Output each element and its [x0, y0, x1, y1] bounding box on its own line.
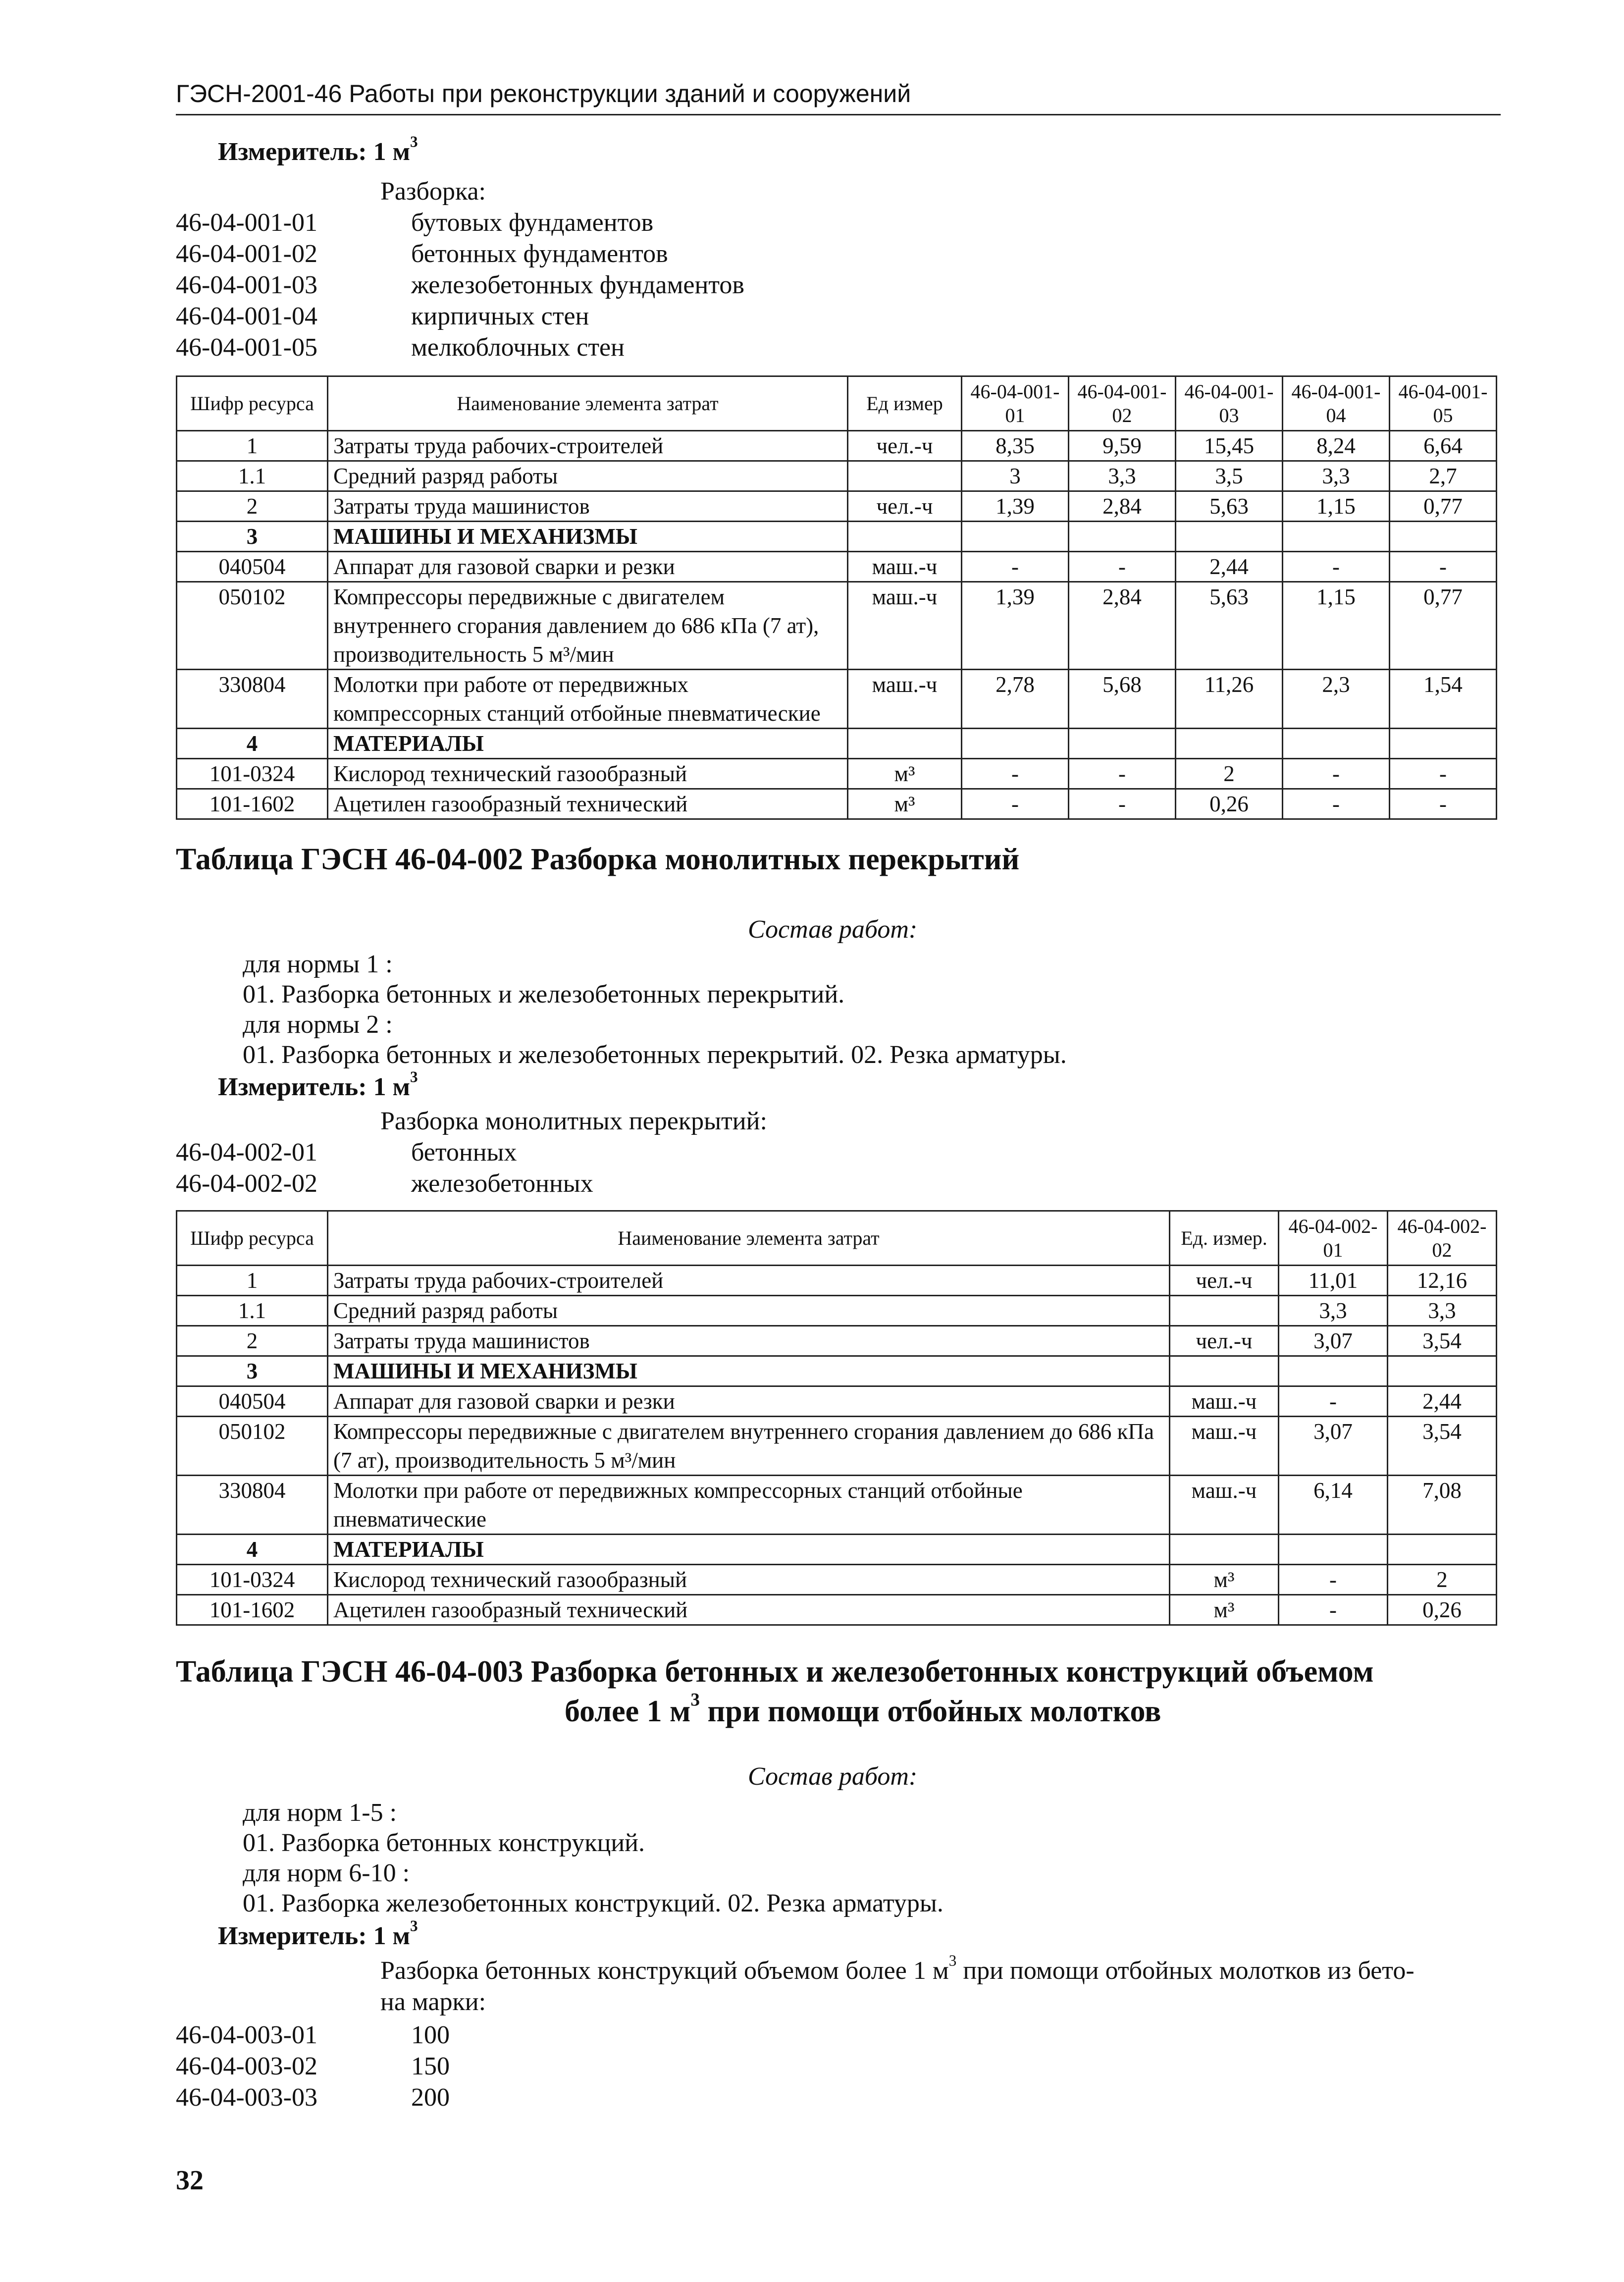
cell-value: 3,07 — [1279, 1326, 1388, 1356]
cell-name: Аппарат для газовой сварки и резки — [328, 552, 848, 582]
cell-value — [1390, 522, 1497, 552]
cell-value: 1,54 — [1390, 670, 1497, 729]
cell-unit: маш.-ч — [848, 552, 962, 582]
cell-code: 101-1602 — [177, 1595, 328, 1625]
cell-unit: чел.-ч — [1170, 1266, 1279, 1296]
table-row — [177, 1326, 1497, 1356]
cell-value: 1,39 — [962, 491, 1069, 522]
cell-value: 5,63 — [1176, 491, 1283, 522]
cell-unit — [848, 729, 962, 759]
table-row — [177, 1356, 1497, 1386]
cell-value: - — [1283, 789, 1390, 819]
cell-name: Затраты труда машинистов — [328, 491, 848, 522]
block1-name-3: железобетонных фундаментов — [411, 271, 744, 299]
cell-value: 3,5 — [1176, 461, 1283, 491]
block1-code-5: 46-04-001-05 — [176, 333, 317, 362]
cell-unit: м³ — [848, 789, 962, 819]
table1-body — [177, 431, 1497, 819]
cell-code: 050102 — [177, 582, 328, 670]
cell-value: 3,07 — [1279, 1417, 1388, 1476]
table-row — [177, 522, 1497, 552]
col-header-norm-1: 46-04-001-01 — [962, 376, 1069, 431]
cell-value — [1283, 522, 1390, 552]
cell-value: 11,01 — [1279, 1266, 1388, 1296]
cell-unit: м³ — [1170, 1565, 1279, 1595]
cell-value — [1279, 1356, 1388, 1386]
cell-value: 2 — [1388, 1565, 1497, 1595]
table-row — [177, 1535, 1497, 1565]
cell-value: 0,77 — [1390, 582, 1497, 670]
cell-value: 3,3 — [1283, 461, 1390, 491]
meter-line-1 — [218, 133, 418, 168]
cell-value — [1388, 1535, 1497, 1565]
cell-value: 7,08 — [1388, 1476, 1497, 1535]
section3-intro — [380, 1952, 1414, 1987]
meter-line-3 — [218, 1917, 418, 1952]
meter-label: Измеритель: — [218, 1922, 367, 1950]
table-row — [177, 789, 1497, 819]
block1-intro: Разборка: — [380, 177, 486, 206]
meter-value: 1 м — [373, 138, 411, 166]
cell-unit — [1170, 1356, 1279, 1386]
cell-code: 4 — [177, 729, 328, 759]
resource-table-001 — [176, 375, 1497, 820]
block1-name-4: кирпичных стен — [411, 302, 589, 330]
section2-code-1: 46-04-002-01 — [176, 1138, 317, 1167]
cell-name: Средний разряд работы — [328, 461, 848, 491]
cell-value — [1069, 729, 1176, 759]
cell-value: - — [1390, 552, 1497, 582]
section3-line-1: для норм 1-5 : — [243, 1799, 397, 1827]
cell-value: 1,39 — [962, 582, 1069, 670]
cell-value — [962, 729, 1069, 759]
cell-value: 0,26 — [1388, 1595, 1497, 1625]
cell-unit: м³ — [1170, 1595, 1279, 1625]
cell-code: 2 — [177, 1326, 328, 1356]
cell-value: 3 — [962, 461, 1069, 491]
meter-label: Измеритель: — [218, 1073, 367, 1101]
cell-value: 2,84 — [1069, 582, 1176, 670]
cell-value: 0,77 — [1390, 491, 1497, 522]
cell-value: 3,54 — [1388, 1326, 1497, 1356]
cell-value: 1,15 — [1283, 491, 1390, 522]
table-row — [177, 1386, 1497, 1417]
cell-value — [1176, 729, 1283, 759]
cell-value: 2,44 — [1388, 1386, 1497, 1417]
col-header-unit: Ед измер — [848, 376, 962, 431]
table-row — [177, 552, 1497, 582]
cell-value — [1283, 729, 1390, 759]
section3-code-3: 46-04-003-03 — [176, 2083, 317, 2112]
section3-composition-label: Состав работ: — [748, 1762, 918, 1791]
meter-value: 1 м — [373, 1073, 411, 1101]
cell-name: Ацетилен газообразный технический — [328, 1595, 1170, 1625]
cell-value — [1388, 1356, 1497, 1386]
col-header-code: Шифр ресурса — [177, 376, 328, 431]
section2-title: Таблица ГЭСН 46-04-002 Разборка монолитных перекрытий — [176, 843, 1020, 876]
section3-code-1: 46-04-003-01 — [176, 2021, 317, 2049]
table-row — [177, 491, 1497, 522]
cell-name: Ацетилен газообразный технический — [328, 789, 848, 819]
cell-value: 1,15 — [1283, 582, 1390, 670]
cell-name: Затраты труда рабочих-строителей — [328, 1266, 1170, 1296]
section3-intro-b: при помощи отбойных молотков из бето- — [956, 1957, 1414, 1985]
cell-unit — [848, 522, 962, 552]
section2-line-1: для нормы 1 : — [243, 950, 393, 978]
cell-unit — [848, 461, 962, 491]
col-header-name: Наименование элемента затрат — [328, 1211, 1170, 1266]
cell-value: 11,26 — [1176, 670, 1283, 729]
table-row — [177, 759, 1497, 789]
cell-value: 3,54 — [1388, 1417, 1497, 1476]
section2-line-4: 01. Разборка бетонных и железобетонных перекрытий. 02. Резка арматуры. — [243, 1041, 1067, 1069]
section2-code-2: 46-04-002-02 — [176, 1169, 317, 1198]
col-header-norm-4: 46-04-001-04 — [1283, 376, 1390, 431]
cell-code: 330804 — [177, 670, 328, 729]
col-header-norm-1: 46-04-002-01 — [1279, 1211, 1388, 1266]
table-row — [177, 1296, 1497, 1326]
section3-intro-line-2: на марки: — [380, 1988, 486, 2016]
table-row — [177, 582, 1497, 670]
section2-line-3: для нормы 2 : — [243, 1010, 393, 1039]
section3-code-2: 46-04-003-02 — [176, 2052, 317, 2080]
section3-title-line-1: Таблица ГЭСН 46-04-003 Разборка бетонных и железобетонных конструкций объемом — [176, 1655, 1374, 1689]
cell-value: 6,64 — [1390, 431, 1497, 461]
cell-value: 3,3 — [1069, 461, 1176, 491]
cell-name: МАТЕРИАЛЫ — [328, 1535, 1170, 1565]
cell-value: - — [1390, 759, 1497, 789]
block1-name-1: бутовых фундаментов — [411, 209, 654, 237]
cell-code: 1.1 — [177, 461, 328, 491]
col-header-norm-3: 46-04-001-03 — [1176, 376, 1283, 431]
cell-value: - — [962, 552, 1069, 582]
section2-name-2: железобетонных — [411, 1169, 593, 1198]
table2-body — [177, 1266, 1497, 1625]
meter-sup: 3 — [410, 1068, 418, 1086]
cell-value: 3,3 — [1279, 1296, 1388, 1326]
page-number: 32 — [176, 2165, 204, 2196]
cell-name: Аппарат для газовой сварки и резки — [328, 1386, 1170, 1417]
cell-code: 040504 — [177, 1386, 328, 1417]
col-header-norm-2: 46-04-001-02 — [1069, 376, 1176, 431]
col-header-norm-5: 46-04-001-05 — [1390, 376, 1497, 431]
section2-line-2: 01. Разборка бетонных и железобетонных перекрытий. — [243, 980, 845, 1008]
table-row — [177, 1565, 1497, 1595]
cell-value: 5,63 — [1176, 582, 1283, 670]
resource-table-002 — [176, 1210, 1497, 1626]
cell-name: Затраты труда машинистов — [328, 1326, 1170, 1356]
section3-line-4: 01. Разборка железобетонных конструкций. 02. Резка арматуры. — [243, 1889, 943, 1917]
col-header-norm-2: 46-04-002-02 — [1388, 1211, 1497, 1266]
cell-code: 3 — [177, 1356, 328, 1386]
cell-code: 3 — [177, 522, 328, 552]
meter-line-2 — [218, 1068, 418, 1103]
cell-value — [1279, 1535, 1388, 1565]
cell-value: - — [1283, 759, 1390, 789]
cell-value: 0,26 — [1176, 789, 1283, 819]
cell-value: - — [1279, 1595, 1388, 1625]
cell-value: 5,68 — [1069, 670, 1176, 729]
cell-code: 330804 — [177, 1476, 328, 1535]
cell-unit: маш.-ч — [848, 670, 962, 729]
cell-value — [1176, 522, 1283, 552]
cell-value: - — [962, 789, 1069, 819]
cell-name: Средний разряд работы — [328, 1296, 1170, 1326]
cell-value: 2,44 — [1176, 552, 1283, 582]
block1-name-2: бетонных фундаментов — [411, 240, 668, 268]
cell-unit — [1170, 1535, 1279, 1565]
table-row — [177, 431, 1497, 461]
cell-value: - — [1279, 1565, 1388, 1595]
cell-code: 1 — [177, 431, 328, 461]
cell-value — [1390, 729, 1497, 759]
section3-name-2: 150 — [411, 2052, 450, 2080]
table-header-row — [177, 1211, 1497, 1266]
cell-value: - — [1069, 759, 1176, 789]
section3-name-1: 100 — [411, 2021, 450, 2049]
cell-unit: маш.-ч — [848, 582, 962, 670]
section3-title-line-2 — [565, 1690, 1161, 1729]
cell-value: 2,3 — [1283, 670, 1390, 729]
cell-value: 2,84 — [1069, 491, 1176, 522]
cell-value — [962, 522, 1069, 552]
section3-intro-sup: 3 — [948, 1952, 957, 1969]
cell-value: 6,14 — [1279, 1476, 1388, 1535]
cell-value: - — [1390, 789, 1497, 819]
cell-name: МАТЕРИАЛЫ — [328, 729, 848, 759]
cell-name: Компрессоры передвижные с двигателем внутреннего сгорания давлением до 686 кПа (7 ат), производительность 5 м³/мин — [328, 582, 848, 670]
block1-code-3: 46-04-001-03 — [176, 271, 317, 299]
cell-unit: м³ — [848, 759, 962, 789]
cell-code: 1 — [177, 1266, 328, 1296]
cell-unit: маш.-ч — [1170, 1386, 1279, 1417]
cell-value — [1069, 522, 1176, 552]
cell-value: - — [1069, 789, 1176, 819]
cell-code: 101-1602 — [177, 789, 328, 819]
cell-value: 2,7 — [1390, 461, 1497, 491]
cell-code: 4 — [177, 1535, 328, 1565]
cell-value: - — [1283, 552, 1390, 582]
meter-label: Измеритель: — [218, 138, 367, 166]
cell-value: 8,35 — [962, 431, 1069, 461]
cell-value: 2 — [1176, 759, 1283, 789]
block1-code-4: 46-04-001-04 — [176, 302, 317, 330]
cell-name: МАШИНЫ И МЕХАНИЗМЫ — [328, 1356, 1170, 1386]
meter-sup: 3 — [410, 133, 418, 151]
col-header-name: Наименование элемента затрат — [328, 376, 848, 431]
cell-code: 101-0324 — [177, 1565, 328, 1595]
cell-unit: чел.-ч — [1170, 1326, 1279, 1356]
cell-value: - — [1069, 552, 1176, 582]
block1-name-5: мелкоблочных стен — [411, 333, 625, 362]
cell-value: 12,16 — [1388, 1266, 1497, 1296]
cell-name: Затраты труда рабочих-строителей — [328, 431, 848, 461]
meter-sup: 3 — [410, 1917, 418, 1935]
table-row — [177, 461, 1497, 491]
col-header-unit: Ед. измер. — [1170, 1211, 1279, 1266]
cell-value: 2,78 — [962, 670, 1069, 729]
table-row — [177, 1417, 1497, 1476]
cell-code: 040504 — [177, 552, 328, 582]
section3-intro-a: Разборка бетонных конструкций объемом более 1 м — [380, 1957, 949, 1985]
cell-unit: чел.-ч — [848, 431, 962, 461]
cell-name: Компрессоры передвижные с двигателем внутреннего сгорания давлением до 686 кПа (7 ат), производительность 5 м³/мин — [328, 1417, 1170, 1476]
cell-code: 1.1 — [177, 1296, 328, 1326]
section3-line-3: для норм 6-10 : — [243, 1859, 410, 1887]
table-row — [177, 729, 1497, 759]
section3-name-3: 200 — [411, 2083, 450, 2112]
cell-value: - — [962, 759, 1069, 789]
cell-unit — [1170, 1296, 1279, 1326]
table-row — [177, 1476, 1497, 1535]
cell-name: Молотки при работе от передвижных компрессорных станций отбойные пневматические — [328, 1476, 1170, 1535]
cell-value: 8,24 — [1283, 431, 1390, 461]
cell-value: 3,3 — [1388, 1296, 1497, 1326]
section3-title-part-b: при помощи отбойных молотков — [700, 1695, 1161, 1728]
section2-name-1: бетонных — [411, 1138, 517, 1167]
meter-value: 1 м — [373, 1922, 411, 1950]
block1-code-2: 46-04-001-02 — [176, 240, 317, 268]
cell-value: 9,59 — [1069, 431, 1176, 461]
cell-value: - — [1279, 1386, 1388, 1417]
col-header-code: Шифр ресурса — [177, 1211, 328, 1266]
cell-code: 2 — [177, 491, 328, 522]
running-header: ГЭСН-2001-46 Работы при реконструкции зданий и сооружений — [176, 79, 1501, 115]
cell-unit: чел.-ч — [848, 491, 962, 522]
cell-value: 15,45 — [1176, 431, 1283, 461]
cell-name: Кислород технический газообразный — [328, 759, 848, 789]
section3-title-part-a: более 1 м — [565, 1695, 691, 1728]
table-row — [177, 1266, 1497, 1296]
section2-intro: Разборка монолитных перекрытий: — [380, 1107, 767, 1135]
section3-line-2: 01. Разборка бетонных конструкций. — [243, 1829, 645, 1857]
section2-composition-label: Состав работ: — [748, 915, 918, 944]
cell-name: Кислород технический газообразный — [328, 1565, 1170, 1595]
section3-title-sup: 3 — [690, 1690, 700, 1710]
cell-name: МАШИНЫ И МЕХАНИЗМЫ — [328, 522, 848, 552]
cell-code: 101-0324 — [177, 759, 328, 789]
cell-name: Молотки при работе от передвижных компрессорных станций отбойные пневматические — [328, 670, 848, 729]
table-row — [177, 670, 1497, 729]
table-header-row — [177, 376, 1497, 431]
cell-unit: маш.-ч — [1170, 1476, 1279, 1535]
table-row — [177, 1595, 1497, 1625]
block1-code-1: 46-04-001-01 — [176, 209, 317, 237]
cell-unit: маш.-ч — [1170, 1417, 1279, 1476]
cell-code: 050102 — [177, 1417, 328, 1476]
